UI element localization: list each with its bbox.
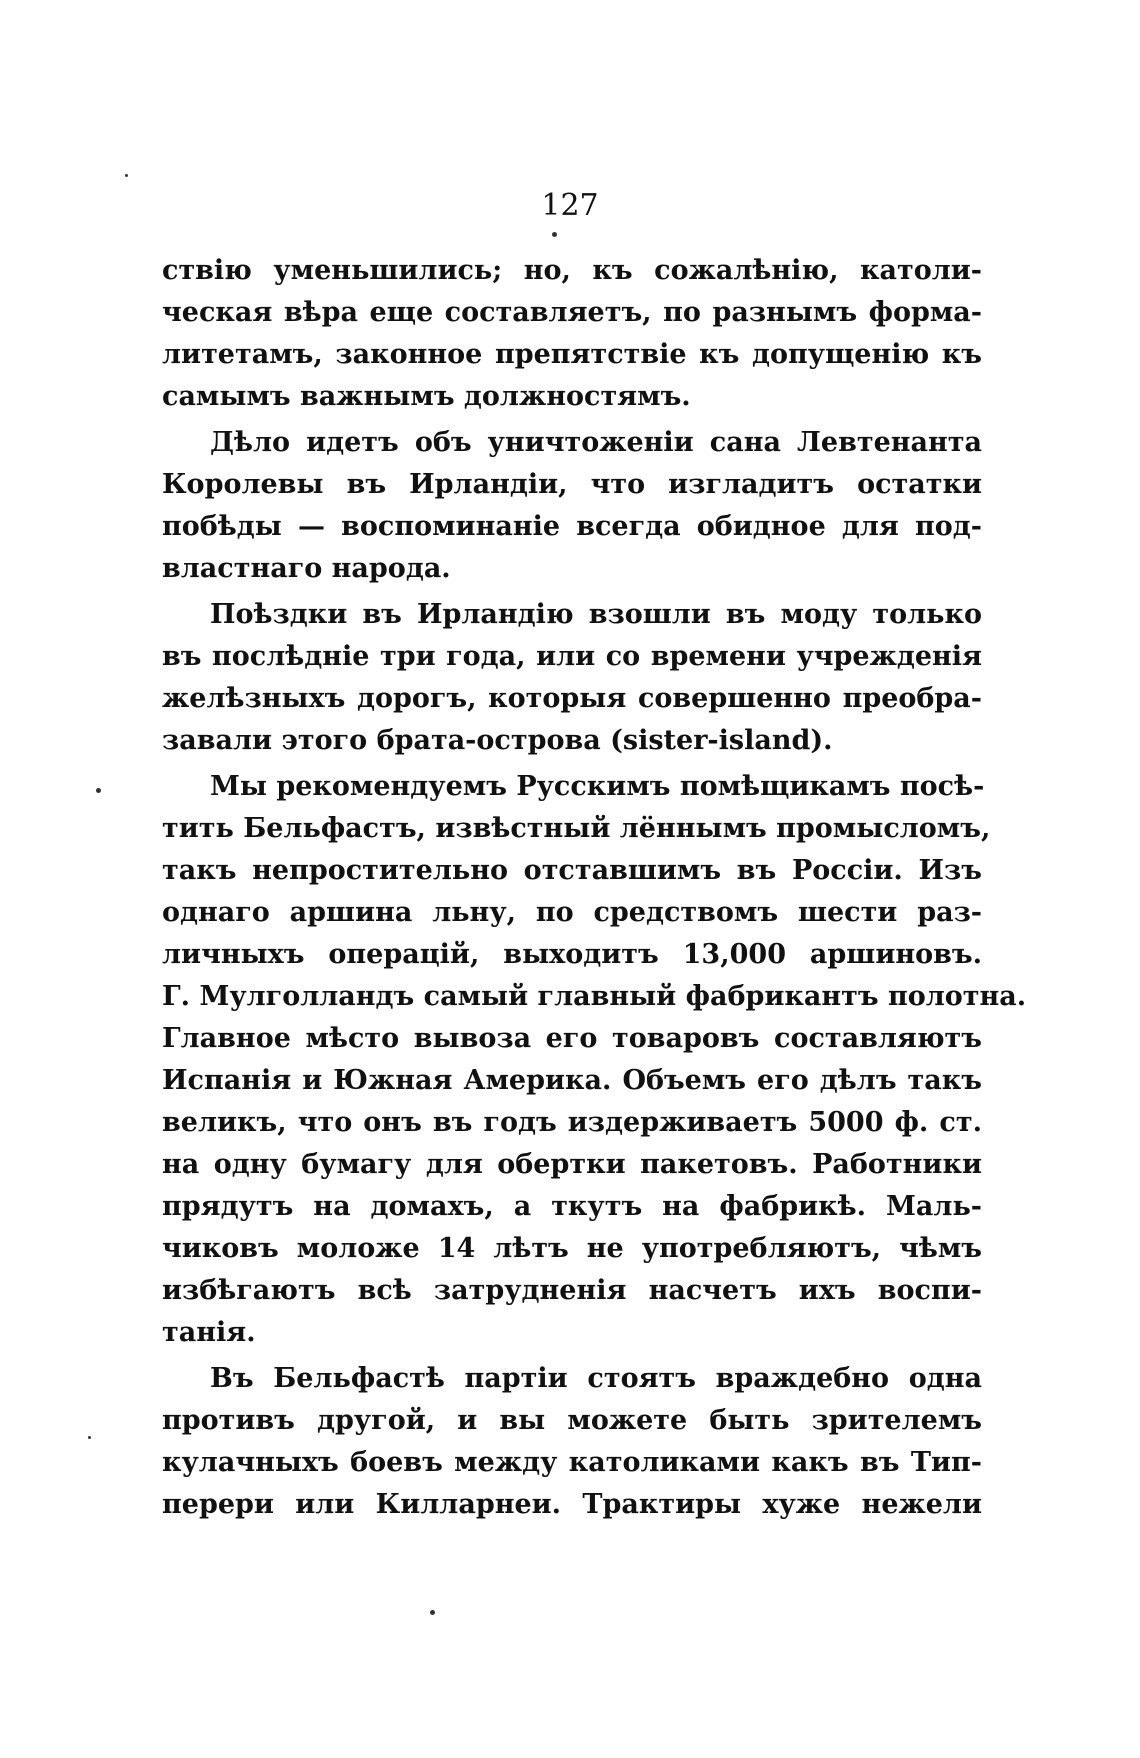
text-line: ствію уменьшились; но, къ сожалѣнію, католи- — [162, 255, 982, 286]
paragraph — [162, 594, 982, 762]
text-line: великъ, что онъ въ годъ издерживаетъ 5000 ф. ст. — [162, 1107, 982, 1138]
scan-speck — [88, 1436, 91, 1439]
paragraph — [162, 766, 1027, 1354]
text-line: въ послѣдніе три года, или со времени учрежденія — [162, 641, 982, 672]
text-line: самымъ важнымъ должностямъ. — [162, 381, 691, 412]
text-line: прядутъ на домахъ, а ткутъ на фабрикѣ. Маль- — [162, 1191, 982, 1222]
text-line: властнаго народа. — [162, 553, 451, 584]
text-line: Дѣло идетъ объ уничтоженіи сана Левтенанта — [210, 427, 982, 458]
scan-speck — [552, 232, 557, 237]
paragraph — [162, 1358, 982, 1526]
paragraph — [162, 250, 982, 418]
text-line: желѣзныхъ дорогъ, которыя совершенно преобра- — [162, 683, 982, 714]
text-line: Мы рекомендуемъ Русскимъ помѣщикамъ посѣ- — [210, 771, 985, 802]
text-line: завали этого брата-острова (sister-island). — [162, 725, 833, 756]
text-line: противъ другой, и вы можете быть зрителемъ — [162, 1405, 982, 1436]
text-line: Главное мѣсто вывоза его товаровъ составляютъ — [162, 1023, 982, 1054]
text-line: такъ непростительно отставшимъ въ Россіи. Изъ — [162, 855, 982, 886]
text-line: Королевы въ Ирландіи, что изгладитъ остатки — [162, 469, 982, 500]
page-number: 127 — [541, 188, 599, 223]
text-line: Въ Бельфастѣ партіи стоятъ враждебно одна — [210, 1363, 982, 1394]
text-line: кулачныхъ боевъ между католиками какъ въ Тип- — [162, 1447, 982, 1478]
text-line: Г. Мулголландъ самый главный фабрикантъ полотна. — [162, 981, 1027, 1012]
text-line: на одну бумагу для обертки пакетовъ. Работники — [162, 1149, 982, 1180]
text-line: Испанія и Южная Америка. Объемъ его дѣлъ такъ — [162, 1065, 982, 1096]
text-line: танія. — [162, 1317, 256, 1348]
paragraph — [162, 422, 982, 590]
text-line: побѣды — воспоминаніе всегда обидное для под- — [162, 511, 982, 542]
text-line: Поѣздки въ Ирландію взошли въ моду только — [210, 599, 982, 630]
text-line: тить Бельфастъ, извѣстный лённымъ промысломъ, — [162, 813, 991, 844]
text-line: ческая вѣра еще составляетъ, по разнымъ форма- — [162, 297, 982, 328]
text-line: литетамъ, законное препятствіе къ допущенію къ — [162, 339, 982, 370]
text-line: однаго аршина льну, по средствомъ шести раз- — [162, 897, 982, 928]
text-line: избѣгаютъ всѣ затрудненія насчетъ ихъ воспи- — [162, 1275, 982, 1306]
scan-speck — [430, 1610, 435, 1615]
scan-speck — [96, 788, 101, 793]
body-text — [162, 250, 1027, 1526]
text-line: перери или Килларнеи. Трактиры хуже нежели — [162, 1489, 982, 1520]
scan-speck — [125, 174, 128, 177]
text-line: чиковъ моложе 14 лѣтъ не употребляютъ, чѣмъ — [162, 1233, 982, 1264]
text-line: личныхъ операцій, выходитъ 13,000 аршиновъ. — [162, 939, 982, 970]
